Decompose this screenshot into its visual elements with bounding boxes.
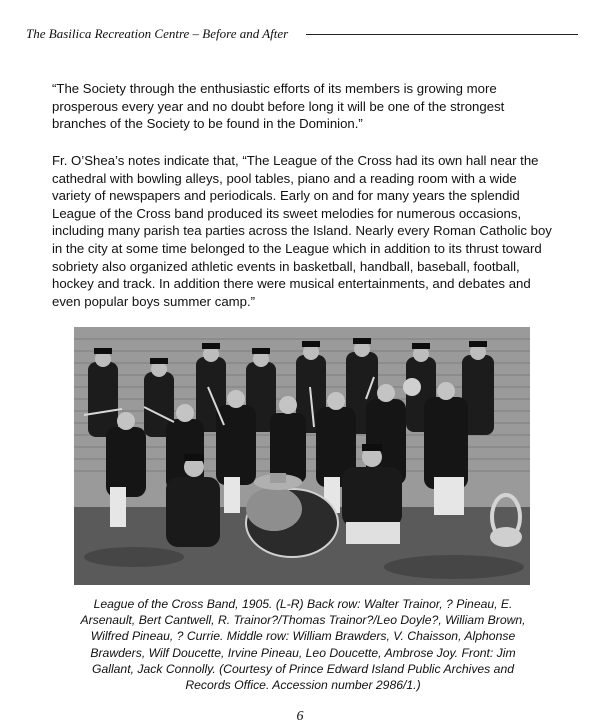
header-rule [306,34,578,35]
page-number: 6 [296,709,304,724]
quote-paragraph: “The Society through the enthusiastic efforts of its members is growing more prosperous every year and no doubt before long it will be one of the strongest branches of the Society to be found in the Dominion.” [52,81,505,132]
band-photo-image [74,327,530,585]
header-title: The Basilica Recreation Centre – Before and After [26,26,294,42]
band-photograph [74,327,530,585]
running-header [26,26,578,46]
photo-caption: League of the Cross Band, 1905. (L-R) Back row: Walter Trainor, ? Pineau, E. Arsenault, Bert Cantwell, R. Trainor?/Thomas Trainor?/Leo Doyle?, William Brown, Wilfred Pineau, ? Currie. Middle row: William Brawders, V. Chaisson, Alphonse Brawders, Wilf Doucette, Irvine Pineau, Leo Doucette, Ambrose Joy. Front: Jim Gallant, Jack Connolly. (Courtesy of Prince Edward Island Public Archives and Records Office. Accession number 2986/1.) [80,597,526,693]
notes-paragraph: Fr. O’Shea’s notes indicate that, “The League of the Cross had its own hall near the cathedral with bowling alleys, pool tables, piano and a reading room with a wide variety of newspapers and periodicals. Early on and for many years the splendid League of the Cross band produced its sweet melodies for numerous occasions, including many parish tea parties across the Island. Nearly every Roman Catholic boy in the city at some time belonged to the League which in addition to its thrust toward sobriety also organized athletic events in basketball, handball, baseball, football, hockey and track. In addition there were musical entertainments, and debates and even popular boys summer camp.” [52,153,552,309]
